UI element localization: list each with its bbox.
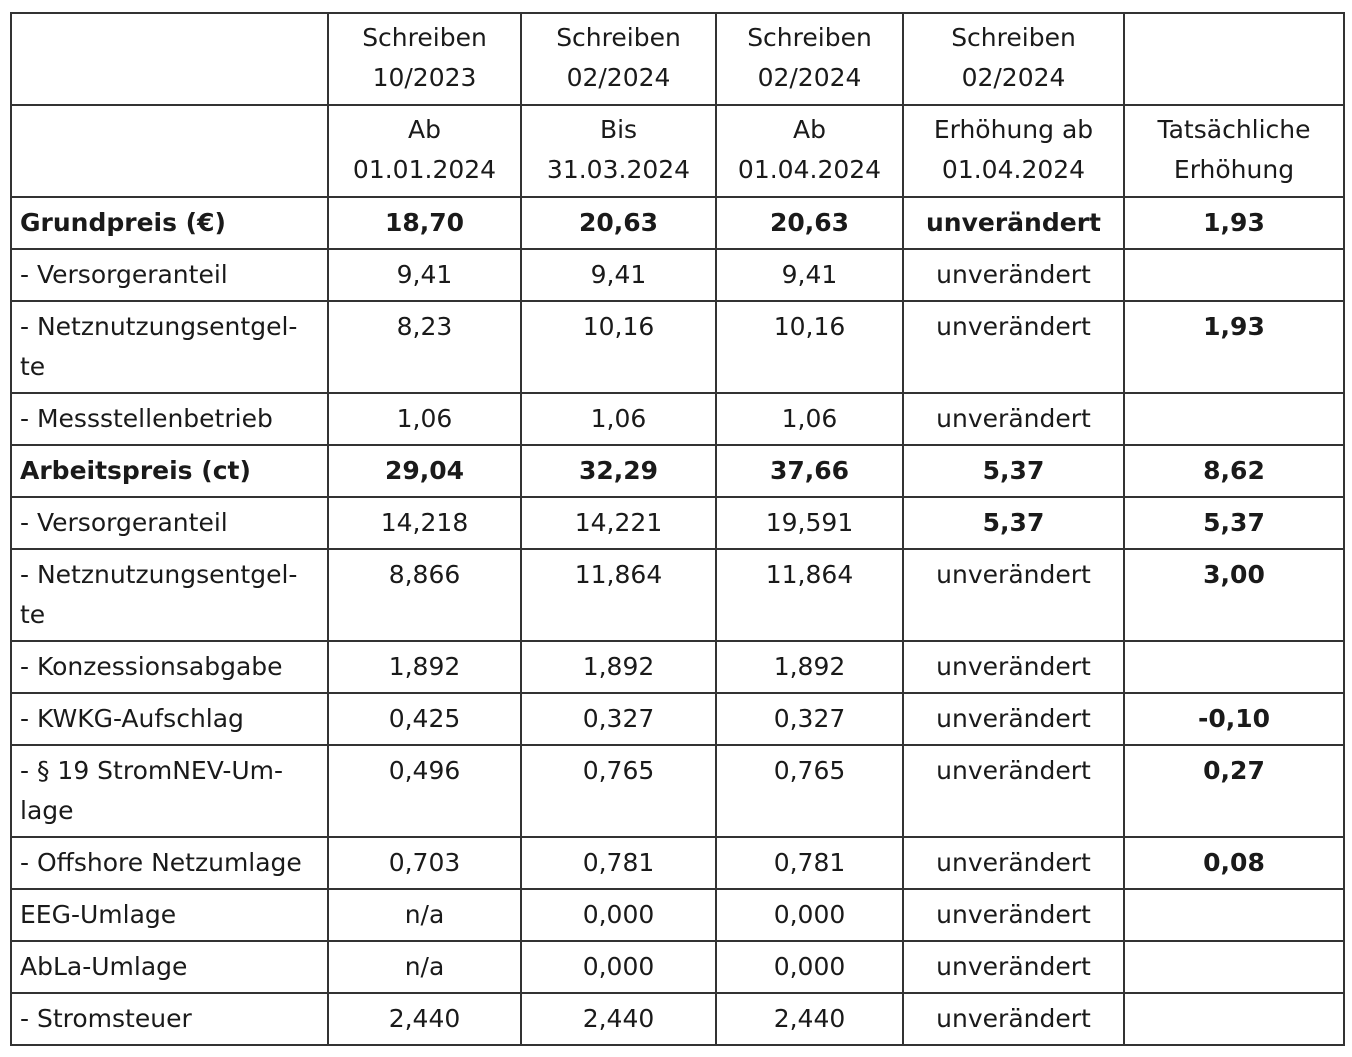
value-cell: 20,63 bbox=[716, 197, 903, 249]
value-cell: 0,327 bbox=[716, 693, 903, 745]
row-label: - KWKG-Aufschlag bbox=[11, 693, 328, 745]
table-row bbox=[11, 641, 1344, 693]
header-cell bbox=[11, 13, 328, 105]
header-cell: Schreiben 02/2024 bbox=[903, 13, 1124, 105]
table-row bbox=[11, 445, 1344, 497]
value-cell: 2,440 bbox=[521, 993, 716, 1045]
row-label: - Netznutzungsentgel-te bbox=[11, 301, 328, 393]
value-cell: 8,23 bbox=[328, 301, 521, 393]
header-cell: Ab 01.01.2024 bbox=[328, 105, 521, 197]
value-cell: unverändert bbox=[903, 393, 1124, 445]
table-row bbox=[11, 393, 1344, 445]
value-cell: unverändert bbox=[903, 197, 1124, 249]
value-cell: 1,892 bbox=[521, 641, 716, 693]
value-cell: unverändert bbox=[903, 941, 1124, 993]
value-cell: -0,10 bbox=[1124, 693, 1344, 745]
row-label: - Versorgeranteil bbox=[11, 497, 328, 549]
price-comparison-table bbox=[10, 12, 1345, 1046]
value-cell: 0,327 bbox=[521, 693, 716, 745]
table-row bbox=[11, 301, 1344, 393]
value-cell: 2,440 bbox=[716, 993, 903, 1045]
row-label: - Offshore Netzumlage bbox=[11, 837, 328, 889]
value-cell: 0,000 bbox=[521, 941, 716, 993]
value-cell: 9,41 bbox=[716, 249, 903, 301]
table-row bbox=[11, 837, 1344, 889]
value-cell: 0,27 bbox=[1124, 745, 1344, 837]
value-cell: unverändert bbox=[903, 249, 1124, 301]
value-cell: 1,892 bbox=[716, 641, 903, 693]
value-cell: unverändert bbox=[903, 693, 1124, 745]
row-label: - Netznutzungsentgel-te bbox=[11, 549, 328, 641]
value-cell: 0,781 bbox=[716, 837, 903, 889]
value-cell: n/a bbox=[328, 941, 521, 993]
value-cell: unverändert bbox=[903, 889, 1124, 941]
value-cell: 0,703 bbox=[328, 837, 521, 889]
value-cell bbox=[1124, 993, 1344, 1045]
value-cell: 3,00 bbox=[1124, 549, 1344, 641]
value-cell: 1,06 bbox=[716, 393, 903, 445]
table-row bbox=[11, 745, 1344, 837]
value-cell: 5,37 bbox=[903, 497, 1124, 549]
table-row bbox=[11, 197, 1344, 249]
value-cell: unverändert bbox=[903, 837, 1124, 889]
header-cell: Ab 01.04.2024 bbox=[716, 105, 903, 197]
value-cell: 1,06 bbox=[521, 393, 716, 445]
value-cell: 29,04 bbox=[328, 445, 521, 497]
value-cell: unverändert bbox=[903, 745, 1124, 837]
value-cell: 11,864 bbox=[716, 549, 903, 641]
header-cell: Schreiben 02/2024 bbox=[521, 13, 716, 105]
header-cell: Schreiben 02/2024 bbox=[716, 13, 903, 105]
value-cell: unverändert bbox=[903, 641, 1124, 693]
row-label: AbLa-Umlage bbox=[11, 941, 328, 993]
value-cell bbox=[1124, 941, 1344, 993]
header-cell bbox=[11, 105, 328, 197]
value-cell: 0,08 bbox=[1124, 837, 1344, 889]
value-cell: 5,37 bbox=[903, 445, 1124, 497]
value-cell: 0,765 bbox=[521, 745, 716, 837]
value-cell: 0,000 bbox=[716, 889, 903, 941]
value-cell: 1,892 bbox=[328, 641, 521, 693]
value-cell: 20,63 bbox=[521, 197, 716, 249]
value-cell: unverändert bbox=[903, 993, 1124, 1045]
table-row bbox=[11, 993, 1344, 1045]
value-cell: 32,29 bbox=[521, 445, 716, 497]
header-cell bbox=[1124, 13, 1344, 105]
value-cell: 2,440 bbox=[328, 993, 521, 1045]
value-cell: 0,425 bbox=[328, 693, 521, 745]
row-label: - § 19 StromNEV-Um-lage bbox=[11, 745, 328, 837]
header-row-2 bbox=[11, 105, 1344, 197]
table-row bbox=[11, 249, 1344, 301]
table-row bbox=[11, 889, 1344, 941]
header-cell: Erhöhung ab 01.04.2024 bbox=[903, 105, 1124, 197]
header-row-1 bbox=[11, 13, 1344, 105]
header-cell: Schreiben 10/2023 bbox=[328, 13, 521, 105]
value-cell: 0,765 bbox=[716, 745, 903, 837]
table-row bbox=[11, 497, 1344, 549]
value-cell: 10,16 bbox=[521, 301, 716, 393]
row-label: - Messstellenbetrieb bbox=[11, 393, 328, 445]
value-cell: 37,66 bbox=[716, 445, 903, 497]
value-cell: 9,41 bbox=[328, 249, 521, 301]
value-cell: 1,93 bbox=[1124, 197, 1344, 249]
value-cell bbox=[1124, 641, 1344, 693]
row-label: Arbeitspreis (ct) bbox=[11, 445, 328, 497]
value-cell: 0,000 bbox=[716, 941, 903, 993]
row-label: - Versorgeranteil bbox=[11, 249, 328, 301]
value-cell: 0,781 bbox=[521, 837, 716, 889]
value-cell: 14,221 bbox=[521, 497, 716, 549]
value-cell: 19,591 bbox=[716, 497, 903, 549]
value-cell: 9,41 bbox=[521, 249, 716, 301]
value-cell: 11,864 bbox=[521, 549, 716, 641]
value-cell: unverändert bbox=[903, 301, 1124, 393]
value-cell: unverändert bbox=[903, 549, 1124, 641]
value-cell: 10,16 bbox=[716, 301, 903, 393]
value-cell: n/a bbox=[328, 889, 521, 941]
row-label: - Konzessionsabgabe bbox=[11, 641, 328, 693]
value-cell: 18,70 bbox=[328, 197, 521, 249]
table-row bbox=[11, 549, 1344, 641]
value-cell: 14,218 bbox=[328, 497, 521, 549]
row-label: EEG-Umlage bbox=[11, 889, 328, 941]
value-cell: 1,93 bbox=[1124, 301, 1344, 393]
value-cell: 0,000 bbox=[521, 889, 716, 941]
header-cell: Tatsächliche Erhöhung bbox=[1124, 105, 1344, 197]
value-cell bbox=[1124, 249, 1344, 301]
value-cell: 8,866 bbox=[328, 549, 521, 641]
value-cell: 8,62 bbox=[1124, 445, 1344, 497]
row-label: Grundpreis (€) bbox=[11, 197, 328, 249]
header-cell: Bis 31.03.2024 bbox=[521, 105, 716, 197]
value-cell bbox=[1124, 889, 1344, 941]
row-label: - Stromsteuer bbox=[11, 993, 328, 1045]
table-row bbox=[11, 693, 1344, 745]
value-cell: 0,496 bbox=[328, 745, 521, 837]
table-row bbox=[11, 941, 1344, 993]
value-cell bbox=[1124, 393, 1344, 445]
value-cell: 5,37 bbox=[1124, 497, 1344, 549]
value-cell: 1,06 bbox=[328, 393, 521, 445]
